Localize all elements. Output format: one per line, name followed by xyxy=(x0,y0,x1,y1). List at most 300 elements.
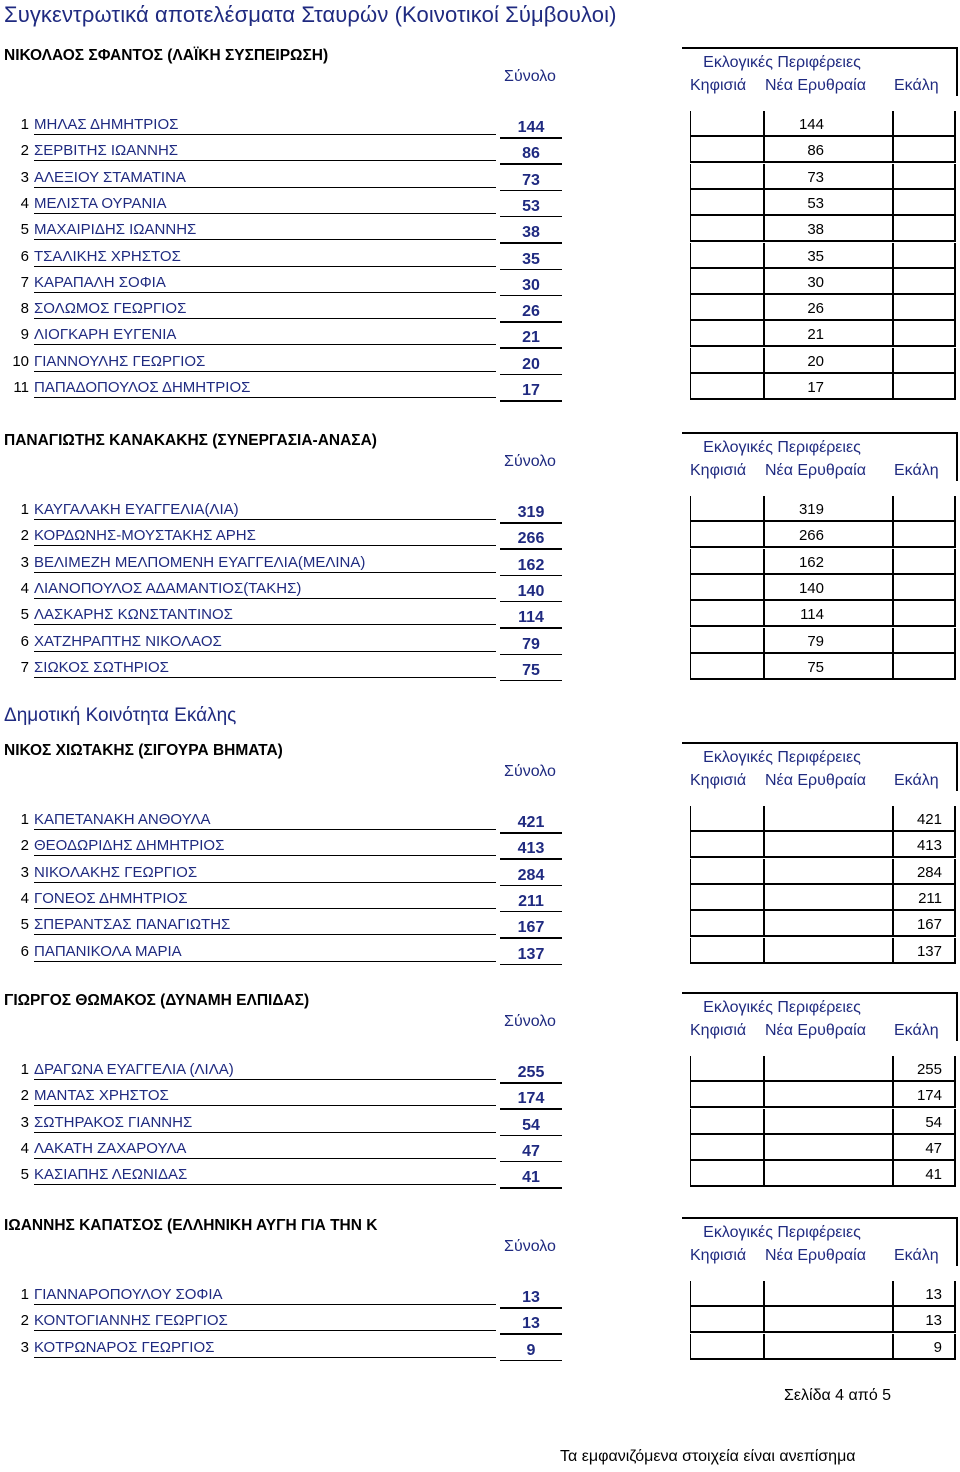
nea-erythraia-value: 20 xyxy=(807,352,824,370)
ekali-value: 421 xyxy=(916,811,942,828)
candidate-index: 4 xyxy=(20,1139,29,1157)
kifisia-cell xyxy=(690,1334,765,1360)
page-title: Συγκεντρωτικά αποτελέσματα Σταυρών (Κοινοτικοί Σύμβουλοι) xyxy=(4,2,617,27)
candidate-name: ΛΑΣΚΑΡΗΣ ΚΩΝΣΤΑΝΤΙΝΟΣ xyxy=(34,606,233,624)
candidate-section xyxy=(0,47,960,405)
kifisia-cell xyxy=(690,832,765,858)
kifisia-cell xyxy=(690,496,765,522)
ekali-value: 13 xyxy=(925,1312,942,1330)
ekali-cell xyxy=(894,243,956,269)
candidate-row xyxy=(0,1081,960,1107)
regions-header xyxy=(682,47,958,96)
candidate-row xyxy=(0,1108,960,1134)
candidate-total: 174 xyxy=(517,1090,545,1108)
total-underline xyxy=(500,964,562,966)
ekali-column-header: Εκάλη xyxy=(894,772,939,789)
candidate-row xyxy=(0,600,960,626)
total-underline xyxy=(500,400,562,402)
candidate-row xyxy=(0,136,960,162)
candidate-index: 11 xyxy=(13,379,29,396)
candidate-index: 4 xyxy=(20,579,29,597)
candidate-total: 9 xyxy=(526,1341,536,1359)
total-column-header: Σύνολο xyxy=(504,763,556,780)
name-underline xyxy=(34,1330,496,1331)
candidate-total: 79 xyxy=(522,635,540,653)
candidate-row xyxy=(0,653,960,679)
candidate-row xyxy=(0,858,960,884)
name-underline xyxy=(34,134,496,135)
candidate-name: ΔΡΑΓΩΝΑ ΕΥΑΓΓΕΛΙΑ (ΛΙΛΑ) xyxy=(34,1061,234,1078)
name-underline xyxy=(34,318,496,319)
kifisia-cell xyxy=(690,1056,765,1082)
candidate-name: ΚΑΣΙΑΠΗΣ ΛΕΩΝΙΔΑΣ xyxy=(34,1166,188,1184)
candidate-total: 38 xyxy=(522,224,540,242)
ekali-cell xyxy=(894,496,956,522)
nea-erythraia-value: 38 xyxy=(807,221,824,239)
regions-header xyxy=(682,432,958,481)
nea-erythraia-column-header: Νέα Ερυθραία xyxy=(765,772,866,789)
ekali-column-header: Εκάλη xyxy=(894,77,939,94)
candidate-index: 5 xyxy=(20,916,29,934)
candidate-total: 413 xyxy=(517,840,545,858)
nea-erythraia-value: 319 xyxy=(798,501,824,518)
candidate-index: 6 xyxy=(20,942,29,960)
ekali-cell xyxy=(894,216,956,242)
name-underline xyxy=(34,292,496,293)
kifisia-cell xyxy=(690,111,765,137)
candidate-index: 1 xyxy=(20,1286,29,1303)
nea-erythraia-value: 140 xyxy=(798,579,824,597)
name-underline xyxy=(34,961,496,962)
candidate-name: ΓΙΑΝΝΑΡΟΠΟΥΛΟΥ ΣΟΦΙΑ xyxy=(34,1286,223,1303)
candidate-index: 2 xyxy=(20,142,29,160)
candidate-name: ΜΑΧΑΙΡΙΔΗΣ ΙΩΑΝΝΗΣ xyxy=(34,221,197,239)
name-underline xyxy=(34,1184,496,1185)
nea-erythraia-cell xyxy=(764,806,894,832)
candidate-index: 2 xyxy=(20,1087,29,1105)
candidate-row xyxy=(0,521,960,547)
candidate-row xyxy=(0,1134,960,1160)
footer-note: Τα εμφανιζόμενα στοιχεία είναι ανεπίσημα xyxy=(560,1448,856,1465)
candidate-row xyxy=(0,937,960,963)
kifisia-column-header: Κηφισιά xyxy=(690,772,747,789)
nea-erythraia-value: 86 xyxy=(807,142,824,160)
candidate-row xyxy=(0,574,960,600)
nea-erythraia-value: 144 xyxy=(798,116,824,133)
nea-erythraia-cell xyxy=(764,832,894,858)
kifisia-cell xyxy=(690,522,765,548)
candidate-total: 75 xyxy=(522,661,540,679)
candidate-name: ΜΗΛΑΣ ΔΗΜΗΤΡΙΟΣ xyxy=(34,116,179,133)
candidate-row xyxy=(0,110,960,136)
candidate-index: 8 xyxy=(20,300,29,318)
nea-erythraia-column-header: Νέα Ερυθραία xyxy=(765,1022,866,1039)
candidate-index: 1 xyxy=(20,811,29,828)
candidate-section xyxy=(0,992,960,1193)
regions-header-label: Εκλογικές Περιφέρειες xyxy=(703,439,861,456)
kifisia-cell xyxy=(690,190,765,216)
nea-erythraia-column-header: Νέα Ερυθραία xyxy=(765,1247,866,1264)
nea-erythraia-cell xyxy=(764,1161,894,1187)
kifisia-cell xyxy=(690,348,765,374)
nea-erythraia-value: 30 xyxy=(807,273,824,291)
nea-erythraia-cell xyxy=(764,859,894,885)
ekali-value: 54 xyxy=(925,1113,942,1131)
kifisia-cell xyxy=(690,654,765,680)
ekali-cell xyxy=(894,549,956,575)
ekali-cell xyxy=(894,321,956,347)
candidate-row xyxy=(0,1160,960,1186)
ekali-value: 211 xyxy=(918,889,942,907)
candidate-total: 73 xyxy=(522,171,540,189)
candidate-name: ΤΣΑΛΙΚΗΣ ΧΡΗΣΤΟΣ xyxy=(34,247,181,265)
ekali-cell xyxy=(894,137,956,163)
ekali-value: 9 xyxy=(933,1338,942,1356)
ekali-value: 47 xyxy=(925,1139,942,1157)
section-heading: ΝΙΚΟΛΑΟΣ ΣΦΑΝΤΟΣ (ΛΑΪΚΗ ΣΥΣΠΕΙΡΩΣΗ) xyxy=(4,47,329,64)
kifisia-cell xyxy=(690,295,765,321)
candidate-name: ΝΙΚΟΛΑΚΗΣ ΓΕΩΡΓΙΟΣ xyxy=(34,863,198,881)
name-underline xyxy=(34,829,496,830)
name-underline xyxy=(34,651,496,652)
kifisia-cell xyxy=(690,137,765,163)
candidate-total: 54 xyxy=(522,1116,540,1134)
nea-erythraia-value: 53 xyxy=(807,194,824,212)
kifisia-cell xyxy=(690,1082,765,1108)
name-underline xyxy=(34,624,496,625)
candidate-row xyxy=(0,373,960,399)
candidate-total: 86 xyxy=(522,145,540,163)
candidate-index: 2 xyxy=(20,1312,29,1330)
candidate-name: ΧΑΤΖΗΡΑΠΤΗΣ ΝΙΚΟΛΑΟΣ xyxy=(34,632,222,650)
candidate-row xyxy=(0,215,960,241)
nea-erythraia-cell xyxy=(764,938,894,964)
name-underline xyxy=(34,344,496,345)
candidate-index: 1 xyxy=(20,116,29,133)
ekali-value: 41 xyxy=(925,1166,942,1184)
candidate-index: 9 xyxy=(20,326,29,344)
candidate-name: ΚΑΥΓΑΛΑΚΗ ΕΥΑΓΓΕΛΙΑ(ΛΙΑ) xyxy=(34,501,239,518)
kifisia-column-header: Κηφισιά xyxy=(690,1247,747,1264)
candidate-name: ΣΩΤΗΡΑΚΟΣ ΓΙΑΝΝΗΣ xyxy=(34,1113,193,1131)
name-underline xyxy=(34,1105,496,1106)
candidate-index: 10 xyxy=(12,352,29,370)
ekali-cell xyxy=(894,348,956,374)
nea-erythraia-value: 75 xyxy=(807,658,824,676)
candidate-name: ΛΙΑΝΟΠΟΥΛΟΣ ΑΔΑΜΑΝΤΙΟΣ(ΤΑΚΗΣ) xyxy=(34,579,302,597)
kifisia-cell xyxy=(690,628,765,654)
candidate-name: ΑΛΕΞΙΟΥ ΣΤΑΜΑΤΙΝΑ xyxy=(34,168,186,186)
candidate-row xyxy=(0,910,960,936)
total-underline xyxy=(500,1187,562,1189)
name-underline xyxy=(34,1132,496,1133)
candidate-index: 1 xyxy=(20,1061,29,1078)
candidate-total: 114 xyxy=(518,609,544,627)
name-underline xyxy=(34,266,496,267)
ekali-cell xyxy=(894,654,956,680)
candidate-total: 255 xyxy=(517,1064,545,1081)
total-column-header: Σύνολο xyxy=(504,1238,556,1255)
kifisia-cell xyxy=(690,374,765,400)
ekali-value: 255 xyxy=(916,1061,942,1078)
candidate-name: ΒΕΛΙΜΕΖΗ ΜΕΛΠΟΜΕΝΗ ΕΥΑΓΓΕΛΙΑ(ΜΕΛΙΝΑ) xyxy=(34,553,366,571)
regions-header xyxy=(682,992,958,1041)
ekali-value: 13 xyxy=(925,1286,942,1303)
candidate-name: ΣΠΕΡΑΝΤΣΑΣ ΠΑΝΑΓΙΩΤΗΣ xyxy=(34,916,231,934)
kifisia-cell xyxy=(690,1161,765,1187)
candidate-total: 140 xyxy=(517,582,545,600)
regions-header-label: Εκλογικές Περιφέρειες xyxy=(703,54,861,71)
name-underline xyxy=(34,1079,496,1080)
kifisia-cell xyxy=(690,243,765,269)
nea-erythraia-value: 162 xyxy=(798,553,824,571)
kifisia-cell xyxy=(690,575,765,601)
kifisia-cell xyxy=(690,549,765,575)
section-heading: ΝΙΚΟΣ ΧΙΩΤΑΚΗΣ (ΣΙΓΟΥΡΑ ΒΗΜΑΤΑ) xyxy=(4,742,283,759)
candidate-name: ΣΟΛΩΜΟΣ ΓΕΩΡΓΙΟΣ xyxy=(34,300,187,318)
kifisia-cell xyxy=(690,1109,765,1135)
kifisia-cell xyxy=(690,269,765,295)
ekali-column-header: Εκάλη xyxy=(894,1022,939,1039)
ekali-cell xyxy=(894,628,956,654)
nea-erythraia-value: 35 xyxy=(807,247,824,265)
candidate-total: 13 xyxy=(522,1289,540,1306)
name-underline xyxy=(34,187,496,188)
candidate-total: 20 xyxy=(522,355,540,373)
candidate-row xyxy=(0,884,960,910)
candidate-total: 421 xyxy=(517,814,545,831)
candidate-total: 35 xyxy=(522,250,540,268)
candidate-total: 144 xyxy=(517,119,545,136)
nea-erythraia-value: 73 xyxy=(807,168,824,186)
ekali-cell xyxy=(894,269,956,295)
ekali-cell xyxy=(894,295,956,321)
candidate-name: ΚΟΝΤΟΓΙΑΝΝΗΣ ΓΕΩΡΓΙΟΣ xyxy=(34,1312,228,1330)
candidate-name: ΣΕΡΒΙΤΗΣ ΙΩΑΝΝΗΣ xyxy=(34,142,179,160)
candidate-row xyxy=(0,548,960,574)
ekali-column-header: Εκάλη xyxy=(894,1247,939,1264)
candidate-total: 211 xyxy=(518,892,544,910)
candidate-row xyxy=(0,495,960,521)
candidate-index: 7 xyxy=(20,273,29,291)
kifisia-column-header: Κηφισιά xyxy=(690,77,747,94)
ekali-cell xyxy=(894,374,956,400)
candidate-row xyxy=(0,1333,960,1359)
candidate-row xyxy=(0,1055,960,1081)
candidate-total: 319 xyxy=(517,504,545,521)
nea-erythraia-cell xyxy=(764,1109,894,1135)
nea-erythraia-value: 79 xyxy=(807,632,824,650)
candidate-index: 3 xyxy=(20,1113,29,1131)
candidate-section xyxy=(0,1217,960,1365)
nea-erythraia-column-header: Νέα Ερυθραία xyxy=(765,462,866,479)
nea-erythraia-cell xyxy=(764,911,894,937)
candidate-total: 284 xyxy=(517,866,545,884)
ekali-cell xyxy=(894,601,956,627)
name-underline xyxy=(34,934,496,935)
candidate-name: ΛΙΟΓΚΑΡΗ ΕΥΓΕΝΙΑ xyxy=(34,326,177,344)
candidate-index: 7 xyxy=(20,658,29,676)
candidate-index: 3 xyxy=(20,168,29,186)
candidate-total: 167 xyxy=(517,919,545,937)
nea-erythraia-column-header: Νέα Ερυθραία xyxy=(765,77,866,94)
total-underline xyxy=(500,680,562,682)
name-underline xyxy=(34,677,496,678)
candidate-total: 137 xyxy=(517,945,545,963)
candidate-section xyxy=(0,432,960,685)
candidate-row xyxy=(0,627,960,653)
nea-erythraia-value: 17 xyxy=(807,379,824,396)
ekali-cell xyxy=(894,190,956,216)
nea-erythraia-cell xyxy=(764,1281,894,1307)
candidate-index: 3 xyxy=(20,553,29,571)
candidate-row xyxy=(0,242,960,268)
nea-erythraia-value: 266 xyxy=(798,527,824,545)
candidate-total: 162 xyxy=(517,556,545,574)
candidate-total: 26 xyxy=(522,303,540,321)
kifisia-cell xyxy=(690,1135,765,1161)
candidate-name: ΠΑΠΑΔΟΠΟΥΛΟΣ ΔΗΜΗΤΡΙΟΣ xyxy=(34,379,251,396)
candidate-total: 47 xyxy=(522,1142,540,1160)
nea-erythraia-cell xyxy=(764,885,894,911)
candidate-row xyxy=(0,163,960,189)
ekali-value: 137 xyxy=(916,942,942,960)
candidate-row xyxy=(0,347,960,373)
ekali-value: 284 xyxy=(916,863,942,881)
candidate-row xyxy=(0,1306,960,1332)
kifisia-cell xyxy=(690,885,765,911)
total-column-header: Σύνολο xyxy=(504,68,556,85)
candidate-name: ΣΙΩΚΟΣ ΣΩΤΗΡΙΟΣ xyxy=(34,658,169,676)
kifisia-cell xyxy=(690,216,765,242)
name-underline xyxy=(34,908,496,909)
kifisia-column-header: Κηφισιά xyxy=(690,462,747,479)
candidate-name: ΘΕΟΔΩΡΙΔΗΣ ΔΗΜΗΤΡΙΟΣ xyxy=(34,837,225,855)
name-underline xyxy=(34,882,496,883)
section-heading: ΓΙΩΡΓΟΣ ΘΩΜΑΚΟΣ (ΔΥΝΑΜΗ ΕΛΠΙΔΑΣ) xyxy=(4,992,310,1009)
candidate-total: 53 xyxy=(522,197,540,215)
candidate-total: 17 xyxy=(522,382,540,399)
name-underline xyxy=(34,855,496,856)
total-underline xyxy=(500,1360,562,1362)
candidate-row xyxy=(0,805,960,831)
name-underline xyxy=(34,1357,496,1358)
page-number: Σελίδα 4 από 5 xyxy=(784,1387,892,1404)
section-heading: ΙΩΑΝΝΗΣ ΚΑΠΑΤΣΟΣ (ΕΛΛΗΝΙΚΗ ΑΥΓΗ ΓΙΑ ΤΗΝ Κ xyxy=(4,1217,378,1234)
regions-header xyxy=(682,742,958,791)
nea-erythraia-value: 26 xyxy=(807,300,824,318)
section-heading: ΠΑΝΑΓΙΩΤΗΣ ΚΑΝΑΚΑΚΗΣ (ΣΥΝΕΡΓΑΣΙΑ-ΑΝΑΣΑ) xyxy=(4,432,377,449)
candidate-index: 1 xyxy=(20,501,29,518)
name-underline xyxy=(34,1158,496,1159)
kifisia-cell xyxy=(690,859,765,885)
candidate-row xyxy=(0,268,960,294)
kifisia-cell xyxy=(690,1307,765,1333)
candidate-index: 2 xyxy=(20,527,29,545)
name-underline xyxy=(34,519,496,520)
candidate-name: ΜΑΝΤΑΣ ΧΡΗΣΤΟΣ xyxy=(34,1087,169,1105)
nea-erythraia-value: 21 xyxy=(807,326,824,344)
candidate-index: 5 xyxy=(20,221,29,239)
nea-erythraia-cell xyxy=(764,1082,894,1108)
candidate-name: ΓΙΑΝΝΟΥΛΗΣ ΓΕΩΡΓΙΟΣ xyxy=(34,352,206,370)
kifisia-cell xyxy=(690,601,765,627)
regions-header xyxy=(682,1217,958,1266)
name-underline xyxy=(34,545,496,546)
candidate-name: ΚΟΤΡΩΝΑΡΟΣ ΓΕΩΡΓΙΟΣ xyxy=(34,1338,215,1356)
regions-header-label: Εκλογικές Περιφέρειες xyxy=(703,749,861,766)
candidate-name: ΛΑΚΑΤΗ ΖΑΧΑΡΟΥΛΑ xyxy=(34,1139,187,1157)
candidate-name: ΠΑΠΑΝΙΚΟΛΑ ΜΑΡΙΑ xyxy=(34,942,182,960)
name-underline xyxy=(34,239,496,240)
ekali-value: 167 xyxy=(916,916,942,934)
candidate-total: 30 xyxy=(522,276,540,294)
candidate-index: 3 xyxy=(20,1338,29,1356)
candidate-index: 6 xyxy=(20,632,29,650)
candidate-total: 13 xyxy=(522,1315,540,1333)
kifisia-column-header: Κηφισιά xyxy=(690,1022,747,1039)
nea-erythraia-cell xyxy=(764,1334,894,1360)
kifisia-cell xyxy=(690,1281,765,1307)
ekali-cell xyxy=(894,575,956,601)
nea-erythraia-cell xyxy=(764,1135,894,1161)
candidate-name: ΜΕΛΙΣΤΑ ΟΥΡΑΝΙΑ xyxy=(34,194,167,212)
regions-header-label: Εκλογικές Περιφέρειες xyxy=(703,999,861,1016)
candidate-index: 3 xyxy=(20,863,29,881)
ekali-cell xyxy=(894,522,956,548)
candidate-section xyxy=(0,742,960,969)
kifisia-cell xyxy=(690,911,765,937)
candidate-index: 2 xyxy=(20,837,29,855)
name-underline xyxy=(34,598,496,599)
candidate-index: 4 xyxy=(20,889,29,907)
nea-erythraia-cell xyxy=(764,1056,894,1082)
kifisia-cell xyxy=(690,321,765,347)
candidate-row xyxy=(0,189,960,215)
candidate-total: 266 xyxy=(517,530,545,548)
municipality-heading: Δημοτική Κοινότητα Εκάλης xyxy=(4,705,237,726)
candidate-name: ΚΑΠΕΤΑΝΑΚΗ ΑΝΘΟΥΛΑ xyxy=(34,811,211,828)
candidate-index: 4 xyxy=(20,194,29,212)
nea-erythraia-value: 114 xyxy=(800,606,824,624)
ekali-value: 174 xyxy=(916,1087,942,1105)
nea-erythraia-cell xyxy=(764,1307,894,1333)
candidate-index: 5 xyxy=(20,1166,29,1184)
name-underline xyxy=(34,1304,496,1305)
candidate-row xyxy=(0,294,960,320)
name-underline xyxy=(34,213,496,214)
candidate-name: ΚΑΡΑΠΑΛΗ ΣΟΦΙΑ xyxy=(34,273,166,291)
total-column-header: Σύνολο xyxy=(504,1013,556,1030)
candidate-index: 5 xyxy=(20,606,29,624)
candidate-total: 21 xyxy=(522,329,540,347)
candidate-total: 41 xyxy=(522,1169,540,1187)
name-underline xyxy=(34,572,496,573)
candidate-name: ΚΟΡΔΩΝΗΣ-ΜΟΥΣΤΑΚΗΣ ΑΡΗΣ xyxy=(34,527,256,545)
kifisia-cell xyxy=(690,806,765,832)
ekali-value: 413 xyxy=(916,837,942,855)
regions-header-label: Εκλογικές Περιφέρειες xyxy=(703,1224,861,1241)
candidate-name: ΓΟΝΕΟΣ ΔΗΜΗΤΡΙΟΣ xyxy=(34,889,188,907)
name-underline xyxy=(34,397,496,398)
candidate-row xyxy=(0,1280,960,1306)
kifisia-cell xyxy=(690,164,765,190)
name-underline xyxy=(34,160,496,161)
candidate-index: 6 xyxy=(20,247,29,265)
ekali-cell xyxy=(894,111,956,137)
total-column-header: Σύνολο xyxy=(504,453,556,470)
ekali-cell xyxy=(894,164,956,190)
